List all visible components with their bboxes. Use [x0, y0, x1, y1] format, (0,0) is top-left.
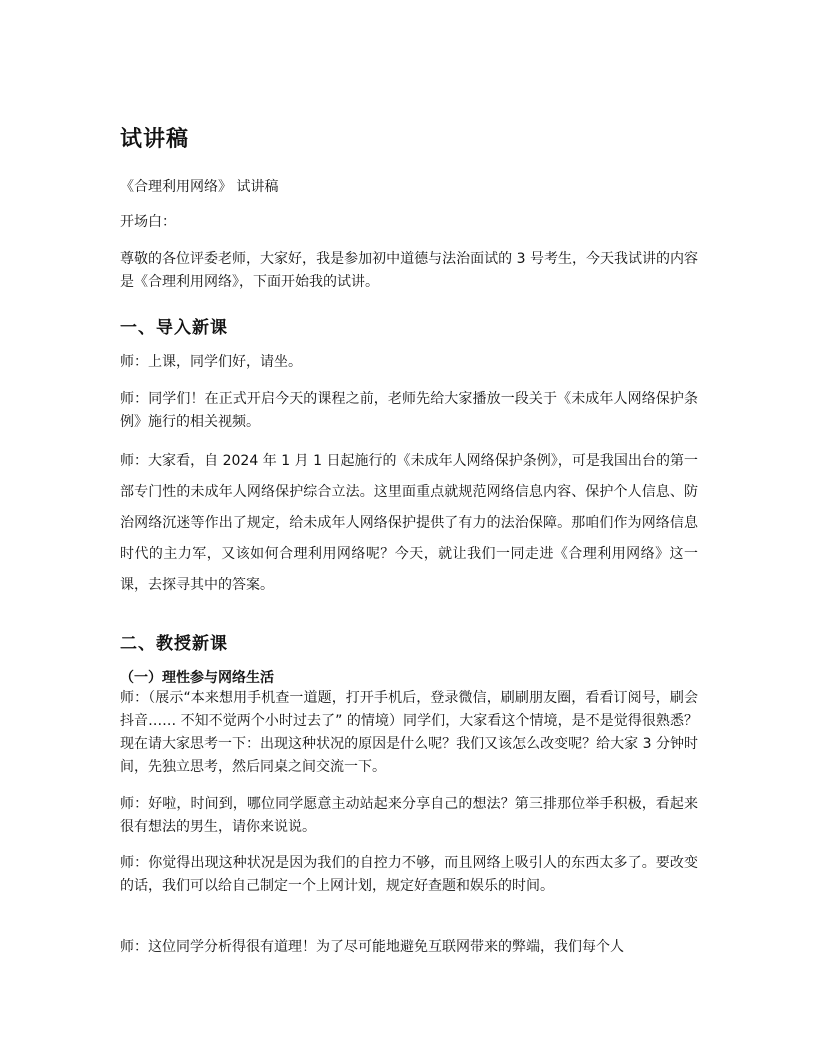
paragraph: 师：上课，同学们好，请坐。: [120, 354, 302, 370]
subtitle: 《合理利用网络》 试讲稿: [120, 179, 279, 195]
paragraph: 师：好啦，时间到，哪位同学愿意主动站起来分享自己的想法？第三排那位举手积极，看起来很有想法的男生，请你来说说。: [120, 796, 698, 835]
section-heading-intro: 一、导入新课: [120, 318, 228, 338]
subsection-heading: （一）理性参与网络生活: [120, 670, 274, 686]
paragraph: 师：你觉得出现这种状况是因为我们的自控力不够，而且网络上吸引人的东西太多了。要改变的话，我们可以给自己制定一个上网计划，规定好查题和娱乐的时间。: [120, 855, 698, 894]
opening-label: 开场白：: [120, 214, 176, 230]
page-title: 试讲稿: [120, 127, 190, 152]
paragraph: 师：（展示“本来想用手机查一道题，打开手机后，登录微信，刷刷朋友圈，看看订阅号，刷会抖音…… 不知不觉两个小时过去了” 的情境）同学们，大家看这个情境，是不是觉得很熟悉？现在请大家思考一下：出现这种状况的原因是什么呢？我们又该怎么改变呢？给大家 3 分钟时间，先独立思考，然后同桌之间交流一下。: [120, 690, 698, 775]
paragraph: 师：大家看，自 2024 年 1 月 1 日起施行的《未成年人网络保护条例》，可是我国出台的第一部专门性的未成年人网络保护综合立法。这里面重点就规范网络信息内容、保护个人信息、防治网络沉迷等作出了规定，给未成年人网络保护提供了有力的法治保障。那咱们作为网络信息时代的主力军，又该如何合理利用网络呢？今天，就让我们一同走进《合理利用网络》这一课，去探寻其中的答案。: [120, 453, 698, 593]
paragraph: 师：这位同学分析得很有道理！为了尽可能地避免互联网带来的弊端，我们每个人: [120, 939, 624, 955]
section-heading-teaching: 二、教授新课: [120, 634, 228, 654]
opening-paragraph: 尊敬的各位评委老师，大家好，我是参加初中道德与法治面试的 3 号考生，今天我试讲的内容是《合理利用网络》，下面开始我的试讲。: [120, 251, 698, 290]
paragraph: 师：同学们！在正式开启今天的课程之前，老师先给大家播放一段关于《未成年人网络保护条例》施行的相关视频。: [120, 391, 698, 430]
